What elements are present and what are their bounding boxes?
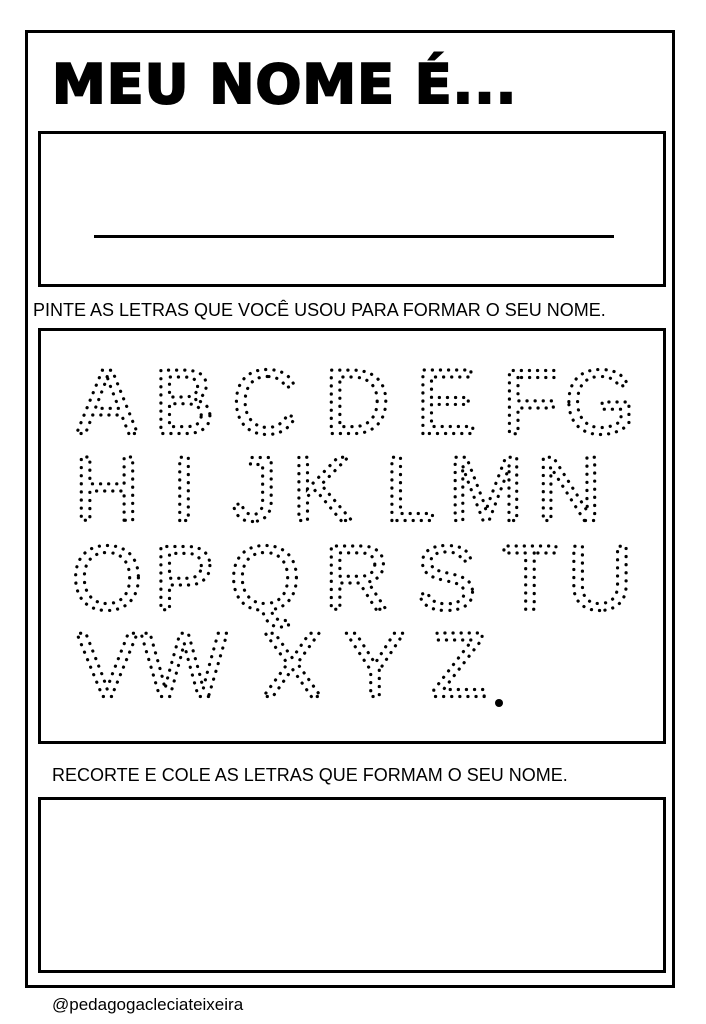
period-dot [495, 699, 503, 707]
dotted-alphabet [41, 331, 663, 741]
dotted-letter-r: R [323, 527, 391, 630]
dotted-letter-u: U [566, 527, 634, 630]
dotted-letter-q: Q [229, 527, 301, 630]
dotted-letter-h: H [73, 438, 141, 541]
name-writing-line [94, 235, 614, 238]
dotted-letter-n: N [535, 438, 603, 541]
dotted-letter-c: C [231, 351, 299, 454]
dotted-letter-b: B [153, 351, 215, 454]
dotted-letter-z: Z [430, 614, 488, 717]
dotted-letter-d: D [323, 351, 391, 454]
dotted-letter-a: A [76, 351, 138, 454]
dotted-letter-k: K [291, 438, 353, 541]
instruction-cut-paste: RECORTE E COLE AS LETRAS QUE FORMAM O SEU NOME. [52, 765, 568, 785]
dotted-letter-j: J [232, 438, 278, 541]
dotted-letter-v: V [76, 614, 138, 717]
dotted-letter-w: W [140, 614, 228, 717]
page-title: MEU NOME É... [52, 53, 518, 116]
dotted-letter-y: Y [344, 614, 406, 717]
dotted-letter-p: P [153, 527, 215, 630]
dotted-letter-l: L [384, 438, 436, 541]
dotted-letter-g: G [564, 351, 636, 454]
dotted-letter-i: I [171, 438, 197, 541]
author-credit: @pedagogacleciateixeira [52, 995, 244, 1014]
instruction-color-letters: PINTE AS LETRAS QUE VOCÊ USOU PARA FORMAR O SEU NOME. [33, 300, 606, 320]
dotted-letter-m: M [447, 438, 525, 541]
name-writing-box [38, 131, 666, 287]
dotted-letter-e: E [415, 351, 477, 454]
dotted-letter-o: O [71, 527, 143, 630]
paste-letters-box [38, 797, 666, 973]
dotted-letter-t: T [501, 527, 559, 630]
dotted-letter-f: F [501, 351, 559, 454]
dotted-letter-x: X [261, 614, 323, 717]
dotted-letter-s: S [415, 527, 477, 630]
alphabet-box [38, 328, 666, 744]
